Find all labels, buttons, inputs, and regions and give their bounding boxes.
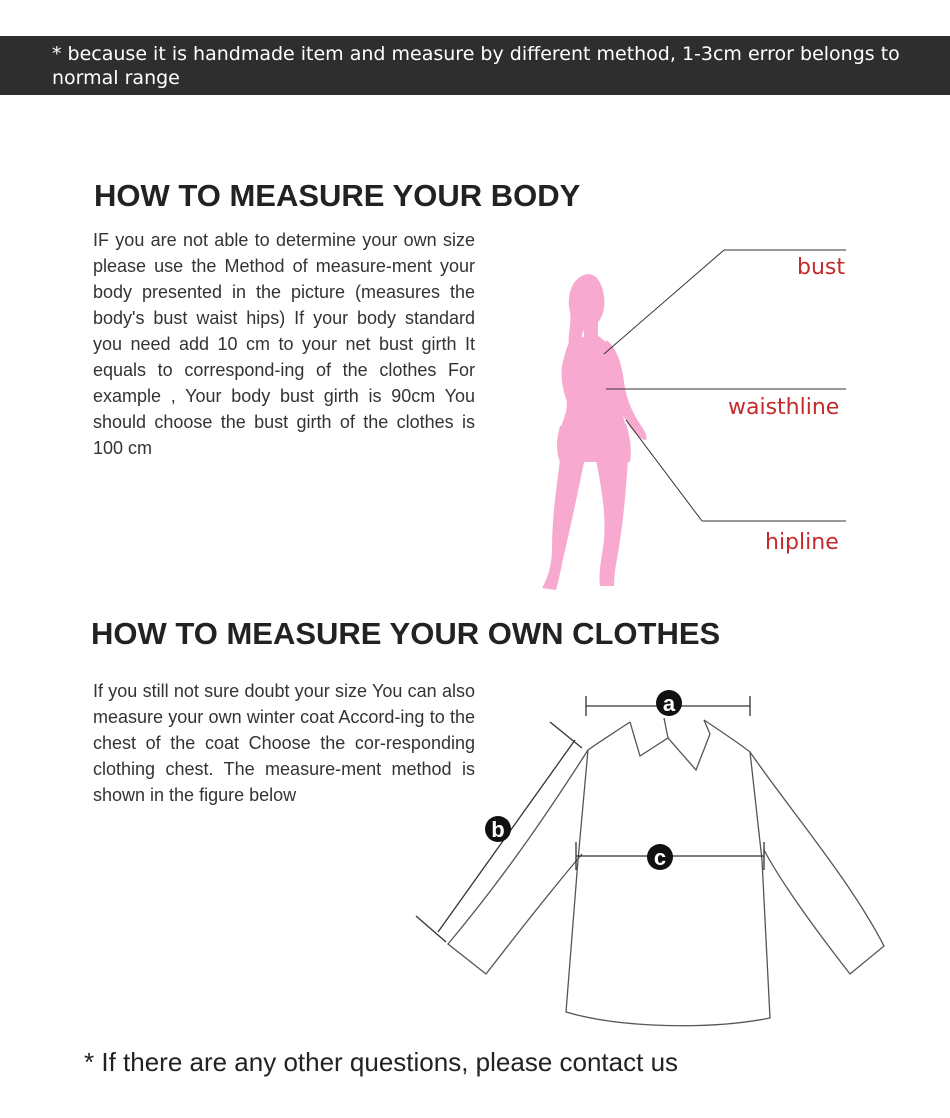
svg-text:a: a [662, 691, 676, 716]
hip-label: hipline [765, 530, 839, 555]
handmade-error-note: * because it is handmade item and measure by different method, 1-3cm error belongs to normal range [52, 43, 900, 89]
body-measure-title: HOW TO MEASURE YOUR BODY [94, 178, 581, 213]
svg-text:b: b [491, 817, 505, 842]
waist-label: waisthline [728, 395, 840, 420]
bust-label: bust [797, 255, 845, 280]
clothes-measure-instructions: If you still not sure doubt your size You can also measure your own winter coat Accord-ing to the chest of the coat Choose the cor-responding clothing chest. The measure-ment method is shown in the figure below [93, 681, 475, 805]
body-measure-instructions: IF you are not able to determine your own size please use the Method of measure-ment your body presented in the picture (measures the body's bust waist hips) If your body standard you need add 10 cm to your net bust girth It equals to correspond-ing of the clothes For example , Your body bust girth is 90cm You should choose the bust girth of the clothes is 100 cm [93, 230, 475, 458]
marker-b [485, 816, 511, 842]
body-silhouette [542, 274, 647, 590]
clothes-measure-title: HOW TO MEASURE YOUR OWN CLOTHES [91, 616, 721, 651]
marker-a [656, 690, 682, 716]
measure-lines [416, 696, 764, 942]
body-pointer-lines [604, 250, 846, 521]
marker-c [647, 844, 673, 870]
contact-note: * If there are any other questions, please contact us [84, 1047, 679, 1077]
svg-text:c: c [653, 845, 667, 870]
shirt-outline [448, 718, 884, 1026]
